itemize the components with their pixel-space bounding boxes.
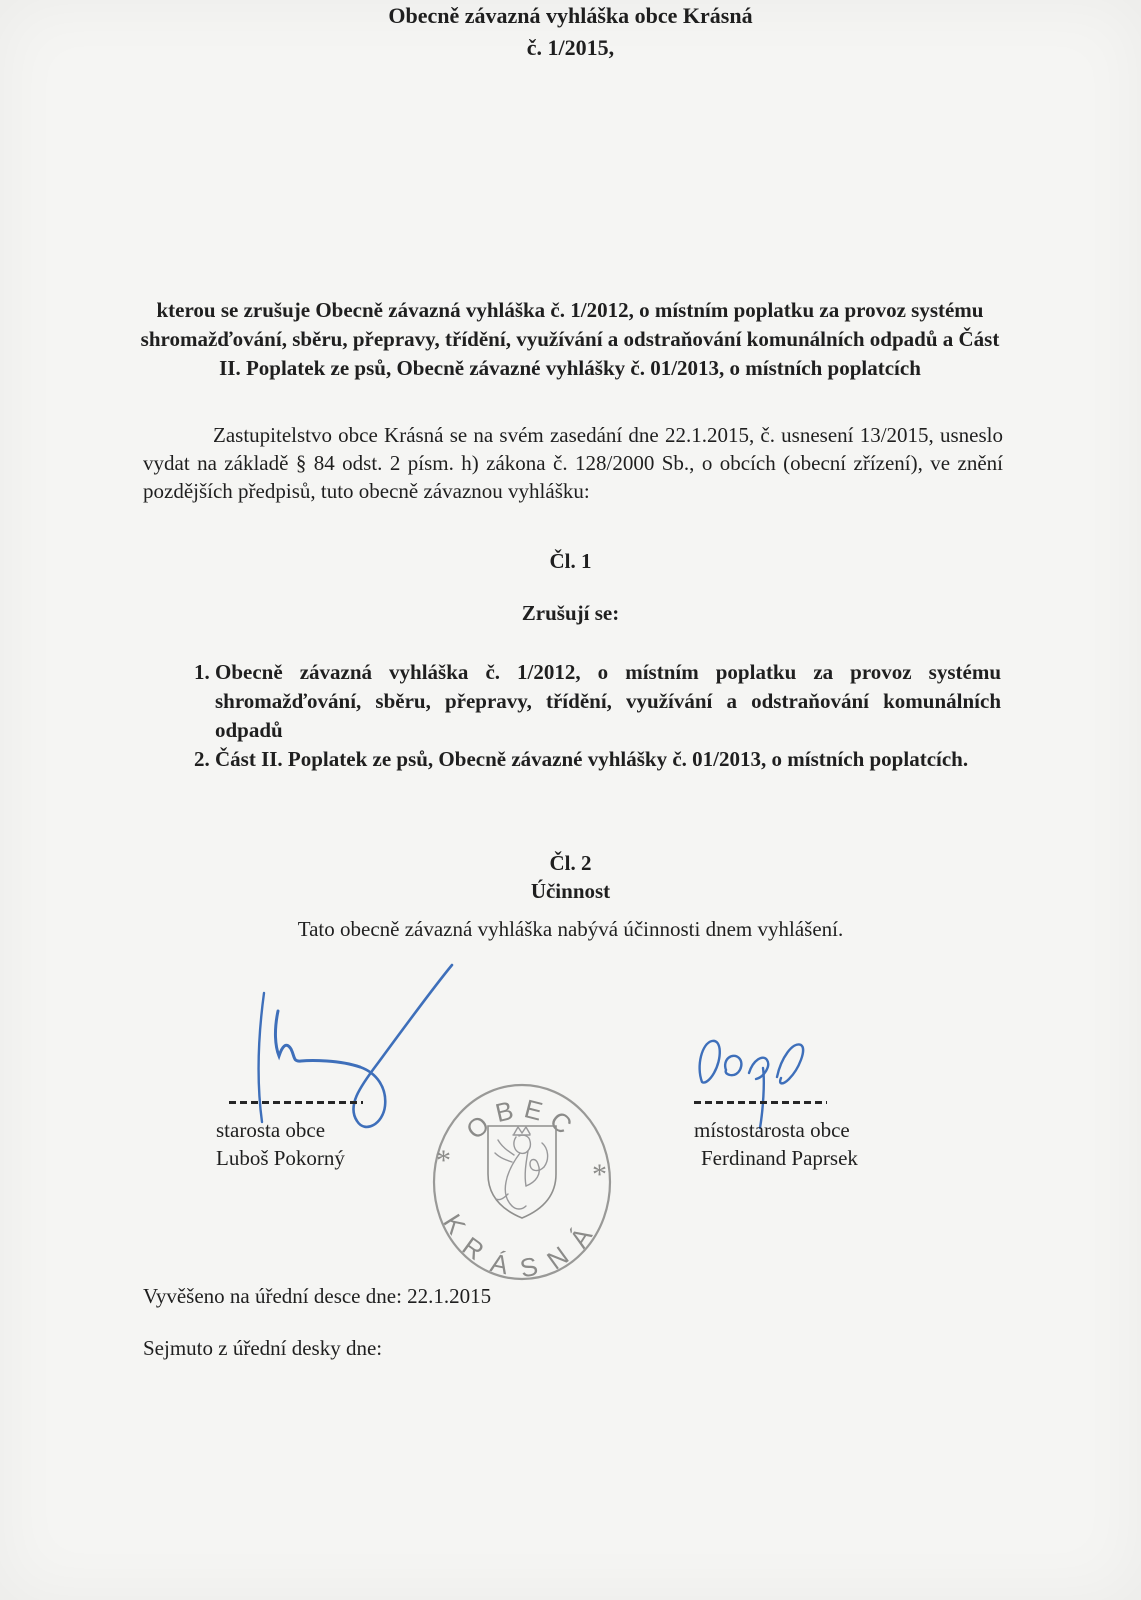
signature-line-right — [694, 1101, 827, 1104]
stamp-asterisk-left-icon: * — [436, 1144, 451, 1177]
stamp-top-text-wrap — [460, 1093, 584, 1145]
preamble-paragraph: Zastupitelstvo obce Krásná se na svém zasedání dne 22.1.2015, č. usnesení 13/2015, usneslo vydat na základě § 84 odst. 2 písm. h) zákona č. 128/2000 Sb., o obcích (obecní zřízení), ve znění pozdějších předpisů, tuto obecně závaznou vyhlášku: — [143, 423, 1003, 503]
signature-right-name: Ferdinand Paprsek — [701, 1146, 858, 1170]
repeal-item-2 — [215, 745, 1001, 774]
document-title: Obecně závazná vyhláška obce Krásná — [388, 3, 753, 28]
article-2-block — [0, 849, 1141, 905]
signature-left-role: starosta obce — [216, 1118, 326, 1142]
signature-left-name: Luboš Pokorný — [216, 1146, 345, 1170]
lion-emblem-icon — [495, 1127, 548, 1209]
stamp-bottom-text-wrap — [437, 1209, 606, 1284]
repeal-item-2-text: Část II. Poplatek ze psů, Obecně závazné vyhlášky č. 01/2013, o místních poplatcích. — [215, 747, 969, 771]
article-1-heading: Čl. 1 — [549, 549, 592, 573]
article-1-subheading: Zrušují se: — [521, 601, 620, 625]
stamp-asterisk-right-icon: * — [592, 1158, 607, 1191]
signature-block-right — [694, 1116, 858, 1172]
repeal-list — [143, 658, 1001, 774]
stamp-ring — [434, 1085, 610, 1279]
article-2-heading: Čl. 2 — [549, 851, 592, 875]
article-2-subheading: Účinnost — [530, 879, 611, 903]
signature-line-left — [229, 1101, 363, 1104]
stamp-bottom-text: KRÁSNÁ — [437, 1208, 607, 1284]
signature-block-left — [216, 1116, 345, 1172]
document-subtitle: kterou se zrušuje Obecně závazná vyhláška č. 1/2012, o místním poplatku za provoz systému shromažďování, sběru, přepravy, třídění, využívání a odstraňování komunálních odpadů a Část II. Poplatek ze psů, Obecně závazné vyhlášky č. 01/2013, o místních poplatcích — [140, 298, 1000, 380]
repeal-item-1 — [215, 658, 1001, 745]
municipal-stamp — [424, 1078, 620, 1288]
repeal-item-1-text: Obecně závazná vyhláška č. 1/2012, o místním poplatku za provoz systému shromažďování, sběru, přepravy, třídění, využívání a odstraňování komunálních odpadů — [215, 660, 1001, 742]
ordinance-number: č. 1/2015, — [526, 35, 615, 60]
posted-date-line: Vyvěšeno na úřední desce dne: 22.1.2015 — [143, 1284, 492, 1308]
title-block — [0, 0, 1141, 64]
stamp-top-text: OBEC — [460, 1093, 584, 1146]
signature-right-role: místostarosta obce — [694, 1118, 850, 1142]
effectiveness-text: Tato obecně závazná vyhláška nabývá účinnosti dnem vyhlášení. — [297, 917, 844, 941]
removed-date-line: Sejmuto z úřední desky dne: — [143, 1336, 383, 1360]
